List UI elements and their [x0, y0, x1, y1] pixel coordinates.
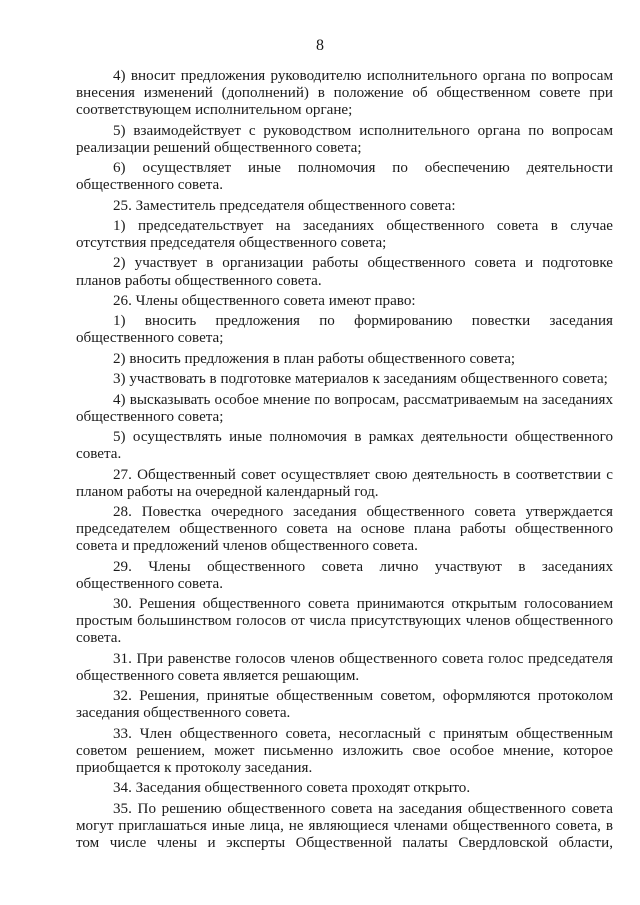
paragraph: 5) осуществлять иные полномочия в рамках деятельности общественного совета.: [76, 429, 613, 463]
paragraph: 5) взаимодействует с руководством исполнительного органа по вопросам реализации решений общественного совета;: [76, 122, 613, 156]
page-number: 8: [316, 37, 324, 54]
paragraph: 1) вносить предложения по формированию повестки заседания общественного совета;: [76, 313, 613, 347]
paragraph: 31. При равенстве голосов членов общественного совета голос председателя общественного совета является решающим.: [76, 650, 613, 684]
paragraph: 29. Члены общественного совета лично участвуют в заседаниях общественного совета.: [76, 558, 613, 592]
paragraph: 3) участвовать в подготовке материалов к заседаниям общественного совета;: [113, 371, 608, 388]
paragraph: 28. Повестка очередного заседания общественного совета утверждается председателем общественного совета на основе плана работы общественного совета и предложений членов общественного совета.: [76, 504, 613, 555]
document-body: [76, 68, 613, 852]
paragraph: 35. По решению общественного совета на заседания общественного совета могут приглашаться иные лица, не являющиеся членами общественного совета, в том числе члены и эксперты Общественной палаты Свердловской области,: [76, 800, 613, 851]
paragraph: 27. Общественный совет осуществляет свою деятельность в соответствии с планом работы на очередной календарный год.: [76, 466, 613, 500]
paragraph: 32. Решения, принятые общественным советом, оформляются протоколом заседания общественного совета.: [76, 688, 613, 722]
paragraph: 25. Заместитель председателя общественного совета:: [113, 197, 456, 214]
paragraph: 34. Заседания общественного совета проходят открыто.: [113, 780, 471, 797]
paragraph: 4) вносит предложения руководителю исполнительного органа по вопросам внесения изменений (дополнений) в положение об общественном совете при соответствующем исполнительном органе;: [76, 68, 613, 119]
paragraph: 6) осуществляет иные полномочия по обеспечению деятельности общественного совета.: [76, 160, 613, 194]
paragraph: 1) председательствует на заседаниях общественного совета в случае отсутствия председателя общественного совета;: [76, 217, 613, 252]
paragraph: 33. Член общественного совета, несогласный с принятым общественным советом решением, может письменно изложить свое особое мнение, которое приобщается к протоколу заседания.: [76, 725, 613, 776]
paragraph: 30. Решения общественного совета принимаются открытым голосованием простым большинством голосов от числа присутствующих членов общественного совета.: [76, 596, 613, 647]
paragraph: 4) высказывать особое мнение по вопросам, рассматриваемым на заседаниях общественного совета;: [76, 391, 613, 425]
paragraph: 2) участвует в организации работы общественного совета и подготовке планов работы общественного совета.: [76, 255, 613, 289]
paragraph: 2) вносить предложения в план работы общественного совета;: [113, 350, 516, 367]
paragraph: 26. Члены общественного совета имеют право:: [113, 292, 416, 309]
